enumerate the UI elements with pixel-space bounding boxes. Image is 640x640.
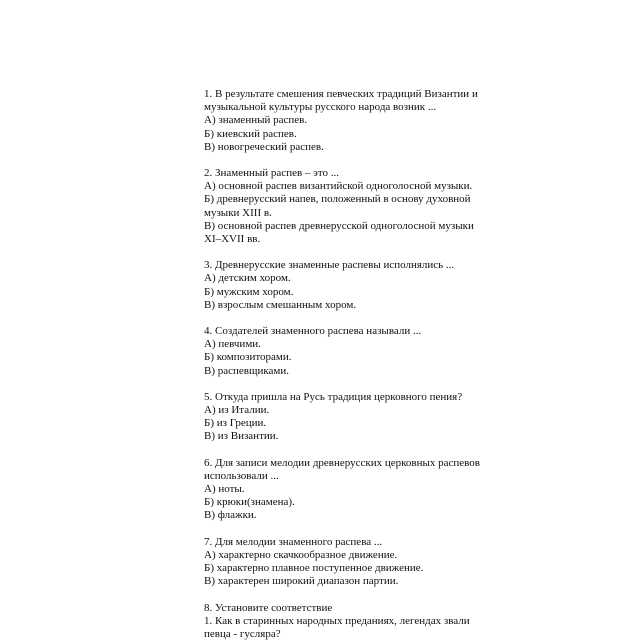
answer-option: Б) композиторами. (204, 351, 292, 364)
answer-option: певца - гусляра? (204, 627, 281, 640)
answer-option: А) ноты. (204, 483, 245, 496)
question-6 (204, 457, 504, 523)
answer-option: В) распевщиками. (204, 364, 289, 377)
answer-option: XI–XVII вв. (204, 233, 261, 246)
answer-option: А) из Италии. (204, 404, 270, 417)
question-text: 5. Откуда пришла на Русь традиция церковного пения? (204, 390, 463, 403)
answer-option: 1. Как в старинных народных преданиях, легендах звали (204, 614, 470, 627)
question-3 (204, 259, 504, 312)
question-text: музыкальной культуры русского народа возник ... (204, 101, 437, 114)
question-1 (204, 88, 504, 154)
question-text: 1. В результате смешения певческих традиций Византии и (204, 88, 478, 100)
answer-option: В) взрослым смешанным хором. (204, 298, 357, 311)
question-text: 6. Для записи мелодии древнерусских церковных распевов (204, 456, 480, 469)
answer-option: А) знаменный распев. (204, 114, 308, 127)
question-8 (204, 602, 504, 640)
question-text: 7. Для мелодии знаменного распева ... (204, 535, 383, 548)
answer-option: А) характерно скачкообразное движение. (204, 548, 398, 561)
answer-option: В) флажки. (204, 509, 257, 522)
question-4 (204, 325, 504, 378)
answer-option: Б) крюки(знамена). (204, 496, 295, 509)
answer-option: В) характерен широкий диапазон партии. (204, 575, 399, 588)
answer-option: А) певчими. (204, 338, 261, 351)
question-text: 2. Знаменный распев – это ... (204, 167, 340, 180)
answer-option: А) основной распев византийской одноголосной музыки. (204, 180, 473, 193)
answer-option: В) из Византии. (204, 430, 279, 443)
answer-option: Б) характерно плавное поступенное движение. (204, 562, 424, 575)
question-text: 3. Древнерусские знаменные распевы исполнялись ... (204, 259, 455, 272)
question-text: 8. Установите соответствие (204, 601, 333, 614)
question-7 (204, 536, 504, 589)
answer-option: В) основной распев древнерусской одноголосной музыки (204, 219, 474, 232)
question-text: 4. Создателей знаменного распева называли ... (204, 325, 422, 338)
answer-option: музыки XIII в. (204, 206, 272, 219)
question-2 (204, 167, 504, 246)
answer-option: Б) киевский распев. (204, 127, 297, 140)
question-text: использовали ... (204, 469, 279, 482)
answer-option: А) детским хором. (204, 272, 291, 285)
answer-option: В) новогреческий распев. (204, 140, 324, 153)
quiz-text (204, 88, 504, 640)
question-5 (204, 391, 504, 444)
answer-option: Б) из Греции. (204, 417, 267, 430)
answer-option: Б) древнерусский напев, положенный в основу духовной (204, 193, 471, 206)
answer-option: Б) мужским хором. (204, 285, 294, 298)
